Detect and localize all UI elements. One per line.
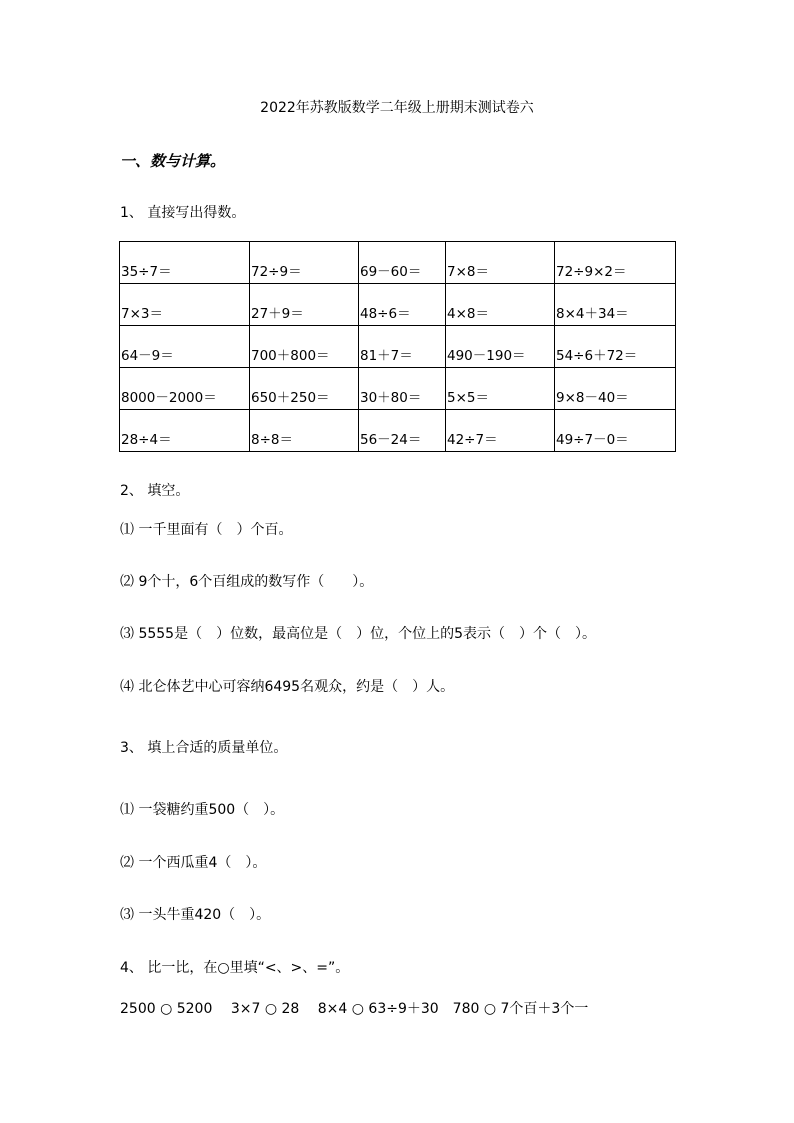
table-cell: 7×3＝ — [120, 284, 250, 326]
table-cell: 9×8－40＝ — [555, 368, 676, 410]
q2-item-1: ⑴ 一千里面有（ ）个百。 — [120, 522, 293, 538]
q1-heading: 1、 直接写出得数。 — [120, 205, 246, 221]
table-row — [120, 242, 676, 284]
table-cell: 490－190＝ — [446, 326, 555, 368]
table-row — [120, 284, 676, 326]
table-cell: 35÷7＝ — [120, 242, 250, 284]
section-heading-1: 一、数与计算。 — [120, 152, 226, 170]
table-cell: 5×5＝ — [446, 368, 555, 410]
table-cell: 42÷7＝ — [446, 410, 555, 452]
q2-heading: 2、 填空。 — [120, 483, 190, 499]
q4-compare-line: 2500 ○ 5200 3×7 ○ 28 8×4 ○ 63÷9＋30 780 ○ 7个百＋3个一 — [120, 1001, 589, 1017]
table-row — [120, 368, 676, 410]
table-cell: 56－24＝ — [359, 410, 446, 452]
table-cell: 8÷8＝ — [250, 410, 359, 452]
q2-item-2: ⑵ 9个十，6个百组成的数写作（ ）。 — [120, 574, 374, 590]
table-cell: 72÷9×2＝ — [555, 242, 676, 284]
table-cell: 28÷4＝ — [120, 410, 250, 452]
table-cell: 48÷6＝ — [359, 284, 446, 326]
table-cell: 4×8＝ — [446, 284, 555, 326]
table-cell: 8×4＋34＝ — [555, 284, 676, 326]
table-cell: 72÷9＝ — [250, 242, 359, 284]
table-cell: 54÷6＋72＝ — [555, 326, 676, 368]
q2-item-3: ⑶ 5555是（ ）位数，最高位是（ ）位，个位上的5表示（ ）个（ ）。 — [120, 626, 596, 642]
table-row — [120, 410, 676, 452]
table-row — [120, 326, 676, 368]
table-cell: 700＋800＝ — [250, 326, 359, 368]
table-cell: 650＋250＝ — [250, 368, 359, 410]
q3-item-3: ⑶ 一头牛重420（ ）。 — [120, 907, 271, 923]
table-cell: 69－60＝ — [359, 242, 446, 284]
table-cell: 8000－2000＝ — [120, 368, 250, 410]
table-cell: 81＋7＝ — [359, 326, 446, 368]
q3-item-2: ⑵ 一个西瓜重4（ ）。 — [120, 855, 267, 871]
q3-item-1: ⑴ 一袋糖约重500（ ）。 — [120, 802, 285, 818]
table-cell: 64－9＝ — [120, 326, 250, 368]
q4-heading: 4、 比一比，在○里填“<、>、=”。 — [120, 960, 350, 976]
table-cell: 27＋9＝ — [250, 284, 359, 326]
calc-table — [119, 241, 676, 452]
q3-heading: 3、 填上合适的质量单位。 — [120, 740, 288, 756]
table-cell: 49÷7－0＝ — [555, 410, 676, 452]
page-title: 2022年苏教版数学二年级上册期末测试卷六 — [260, 100, 534, 116]
q2-item-4: ⑷ 北仑体艺中心可容纳6495名观众，约是（ ）人。 — [120, 679, 455, 695]
table-cell: 7×8＝ — [446, 242, 555, 284]
table-cell: 30＋80＝ — [359, 368, 446, 410]
